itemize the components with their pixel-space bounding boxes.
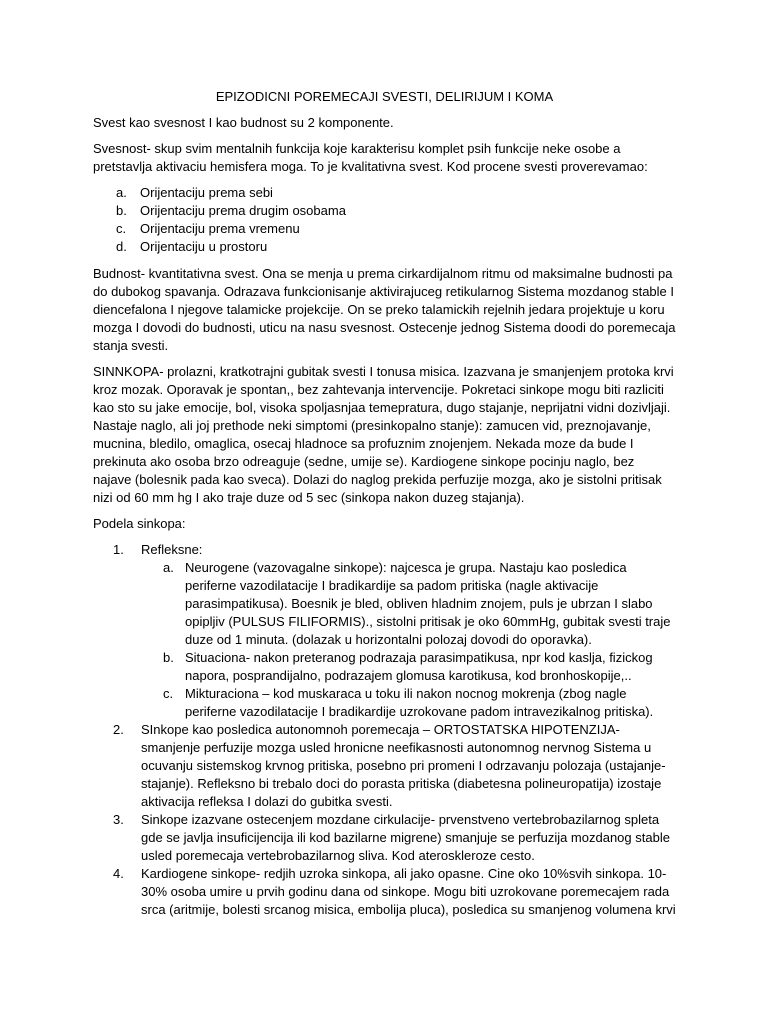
orientation-list [93,184,676,256]
sinkopa-types-list [93,541,676,919]
sub-list-item-text: Mikturaciona – kod muskaraca u toku ili nakon nocnog mokrenja (zbog nagle periferne vazodilatacije I bradikardije uzrokovane padom intravezikalnog pritiska). [185,686,654,719]
sinkopa-paragraph: SINNKOPA- prolazni, kratkotrajni gubitak svesti I tonusa misica. Izazvana je smanjenjem protoka krvi kroz mozak. Oporavak je spontan,, bez zahtevanja intervencije. Pokretaci sinkope mogu biti razliciti kao sto su jake emocije, bol, visoka spoljasnjaa temepratura, dugo stajanje, neprijatni vidni dozivljaji. Nastaje naglo, ali joj prethode neki simptomi (presinkopalno stanje): zamucen vid, preznojavanje, mucnina, bledilo, omaglica, osecaj hladnoce sa profuznim znojenjem. Nekada moze da bude I prekinuta ako osoba brzo odreaguje (sedne, umije se). Kardiogene sinkope pocinju naglo, bez najave (bolesnik pada kao sveca). Dolazi do naglog prekida perfuzije mozga, ako je sistolni pritisak nizi od 60 mm hg I ako traje duze od 5 sec (sinkopa nakon duzeg stajanja). [93,364,674,505]
sub-list-item-text: Neurogene (vazovagalne sinkope): najcesca je grupa. Nastaju kao posledica periferne vazodilatacije I bradikardije sa padom pritiska (nagle aktivacije parasimpatikusa). Boesnik je bled, obliven hladnim znojem, puls je ubrzan I slabo opipljiv (PULSUS FILIFORMIS)., sistolni pritisak je oko 60mmHg, gubitak svesti traje duze od 1 minuta. (dolazak u horizontalni polozaj dovodi do oporavka). [185,560,671,647]
list-marker: a. [116,185,127,200]
sub-list-item [141,649,676,685]
list-item [93,865,676,919]
page-title: EPIZODICNI POREMECAJI SVESTI, DELIRIJUM I KOMA [215,89,554,104]
list-marker: b. [116,203,127,218]
list-item-text: Kardiogene sinkope- redjih uzroka sinkopa, ali jako opasne. Cine oko 10%svih sinkopa. 10-30% osoba umire u prvih godinu dana od sinkope. Mogu biti uzrokovane poremecajem rada srca (aritmije, bolesti srcanog misica, embolija pluca), posledica su smanjenog volumena krvi [141,866,676,917]
budnost-paragraph: Budnost- kvantitativna svest. Ona se menja u prema cirkardijalnom ritmu od maksimalne budnosti pa do dubokog spavanja. Odrazava funkcionisanje aktivirajuceg retikularnog Sistema mozdanog stable I diencefalona I njegove talamicke projekcije. On se preko talamickih rejelnih jedara projektuje u koru mozga I dovodi do budnosti, uticu na nasu svesnost. Ostecenje jednog Sistema doodi do poremecaja stanja svesti. [93,266,676,353]
list-item-text: Orijentaciju prema vremenu [140,221,300,236]
sub-list-item [141,685,676,721]
refleksne-sublist [141,559,676,721]
sub-list-item-text: Situaciona- nakon preteranog podrazaja parasimpatikusa, npr kod kaslja, fizickog napora, posprandijalno, podrazajem glomusa karotikusa, kod bronhoskopije,.. [185,650,653,683]
list-item-text: Orijentaciju prema drugim osobama [140,203,346,218]
list-item-text: Orijentaciju u prostoru [140,239,268,254]
intro-paragraph: Svest kao svesnost I kao budnost su 2 komponente. [93,115,394,130]
list-marker: b. [163,650,174,665]
list-item [93,721,676,811]
svesnost-paragraph: Svesnost- skup svim mentalnih funkcija koje karakterisu komplet psih funkcije neke osobe a pretstavlja aktivaciu hemisfera moga. To je kvalitativna svest. Kod procene svesti proverevamao: [93,141,648,174]
list-marker: 2. [113,722,124,737]
list-item-text: Orijentaciju prema sebi [140,185,273,200]
podela-heading: Podela sinkopa: [93,516,186,531]
list-item [93,220,676,238]
list-item-text: Sinkope izazvane ostecenjem mozdane cirkulacije- prvenstveno vertebrobazilarnog spleta gde se javlja insuficijencija ili kod bazilarne migrene) smanjuje se perfuzija mozdanog stable usled poremecaja vertebrobazilarnog sliva. Kod ateroskleroze cesto. [141,812,670,863]
list-item [93,184,676,202]
list-marker: c. [163,686,174,701]
list-item [93,541,676,721]
list-marker: 4. [113,866,124,881]
list-marker: c. [116,221,127,236]
list-item [93,238,676,256]
list-marker: 3. [113,812,124,827]
list-marker: a. [163,560,174,575]
list-item-text: Refleksne: [141,542,203,557]
sub-list-item [141,559,676,649]
list-item-text: SInkope kao posledica autonomnoh poremecaja – ORTOSTATSKA HIPOTENZIJA- smanjenje perfuzije mozga usled hronicne neefikasnosti autonomnog nervnog Sistema u ocuvanju sistemskog krvnog pritiska, posebno pri promeni I odrzavanju polozaja (ustajanje-stajanje). Refleksno bi trebalo doci do porasta pritiska (diabetesna polineuropatija) izostaje aktivacija refleksa I dolazi do gubitka svesti. [141,722,666,809]
list-marker: d. [116,239,127,254]
list-item [93,202,676,220]
list-marker: 1. [113,542,124,557]
list-item [93,811,676,865]
